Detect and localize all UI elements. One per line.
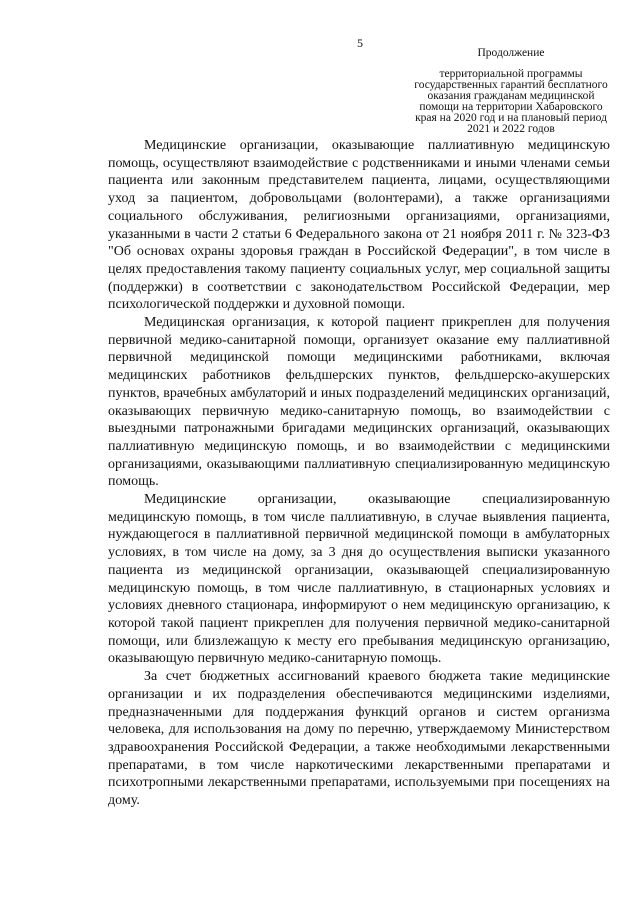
continuation-line: края на 2020 год и на плановый период (415, 112, 607, 124)
paragraph-palliative-interaction: Медицинские организации, оказывающие паллиативную медицинскую помощь, осуществляют взаимодействие с родственниками и иными членами семьи пациента или законным представителем пациента, лицами, осуществляющими уход за пациентом, добровольцами (волонтерами), а также организациями социального обслуживания, религиозными организациями, организациями, указанными в части 2 статьи 6 Федерального закона от 21 ноября 2011 г. № 323-ФЗ "Об основах охраны здоровья граждан в Российской Федерации", в том числе в целях предоставления такому пациенту социальных услуг, мер социальной защиты (поддержки) в соответствии с законодательством Российской Федерации, мер психологической поддержки и духовной помощи. (108, 138, 610, 313)
paragraph-primary-care-organization: Медицинская организация, к которой пациент прикреплен для получения первичной медико-санитарной помощи, организует оказание ему паллиативной первичной медицинской помощи медицинскими работниками, включая медицинских работников фельдшерских пунктов, фельдшерско-акушерских пунктов, врачебных амбулаторий и иных подразделений медицинских организаций, оказывающих первичную медико-санитарную помощь, во взаимодействии с выездными патронажными бригадами медицинских организаций, оказывающих паллиативную медицинскую помощь, и во взаимодействии с медицинскими организациями, оказывающими паллиативную специализированную медицинскую помощь. (108, 315, 610, 490)
continuation-header (414, 48, 608, 135)
page-number: 5 (357, 36, 363, 50)
paragraph-specialized-care: Медицинские организации, оказывающие специализированную медицинскую помощь, в том числе паллиативную, в случае выявления пациента, нуждающегося в паллиативной первичной медицинской помощи в амбулаторных условиях, в том числе на дому, за 3 дня до осуществления выписки указанного пациента из медицинской организации, оказывающей специализированную медицинскую помощь, в том числе паллиативную, в стационарных условиях и условиях дневного стационара, информируют о нем медицинскую организацию, к которой такой пациент прикреплен для получения первичной медико-санитарной помощи, или близлежащую к месту его пребывания медицинскую организацию, оказывающую первичную медико-санитарную помощь. (108, 492, 610, 667)
continuation-line: оказания гражданам медицинской (427, 90, 595, 102)
continuation-line: территориальной программы (439, 68, 583, 80)
paragraph-budget-funding: За счет бюджетных ассигнований краевого бюджета такие медицинские организации и их подразделения обеспечиваются медицинскими изделиями, предназначенными для поддержания функций органов и систем организма человека, для использования на дому по перечню, утверждаемому Министерством здравоохранения Российской Федерации, а также необходимыми лекарственными препаратами, в том числе наркотическими лекарственными препаратами и психотропными лекарственными препаратами, используемыми при посещениях на дому. (108, 669, 610, 809)
continuation-line: 2021 и 2022 годов (467, 123, 555, 135)
continuation-line: государственных гарантий бесплатного (414, 79, 608, 91)
document-body (108, 137, 610, 810)
continuation-title: Продолжение (477, 47, 545, 59)
continuation-line: помощи на территории Хабаровского (419, 101, 603, 113)
